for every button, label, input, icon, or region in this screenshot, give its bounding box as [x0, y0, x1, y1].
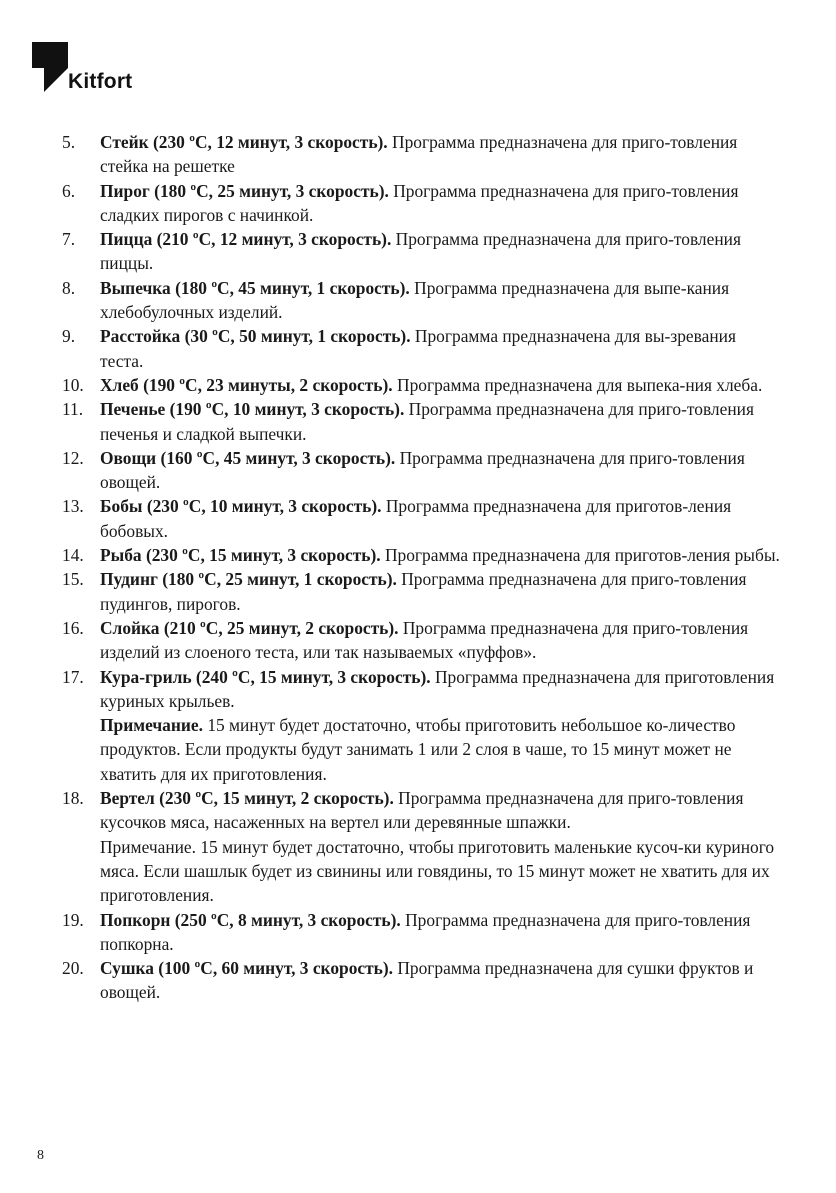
program-title: Вертел (230 ºC, 15 минут, 2 скорость).: [100, 788, 394, 809]
program-title: Печенье (190 ºC, 10 минут, 3 скорость).: [100, 399, 405, 420]
program-item: [62, 227, 782, 276]
program-list: [62, 130, 782, 1005]
program-item: [62, 324, 782, 373]
program-title: Стейк (230 ºC, 12 минут, 3 скорость).: [100, 132, 388, 152]
program-title: Попкорн (250 ºC, 8 минут, 3 скорость).: [100, 909, 401, 930]
program-note: [100, 713, 782, 786]
program-description: Программа предназначена для приго-товления пиццы.: [100, 229, 741, 274]
item-number: 19.: [62, 909, 84, 930]
program-note: [100, 835, 782, 908]
program-title: Выпечка (180 ºC, 45 минут, 1 скорость).: [100, 277, 410, 298]
program-description: Программа предназначена для приготов-ления рыбы.: [380, 545, 780, 566]
note-text: Примечание. 15 минут будет достаточно, чтобы приготовить маленькие кусоч-ки куриного мяса. Если шашлык будет из свинины или говядины, то 15 минут может не хватить для их приготовления.: [100, 836, 775, 906]
item-number: 13.: [62, 496, 84, 517]
note-text: 15 минут будет достаточно, чтобы приготовить небольшое ко-личество продуктов. Если продукты будут занимать 1 или 2 слоя в чаше, то 15 минут может не хватить для их приготовления.: [100, 715, 736, 784]
item-number: 10.: [62, 374, 84, 395]
program-description: Программа предназначена для приго-товления изделий из слоеного теста, или так называемых «пуффов».: [100, 617, 749, 663]
program-title: Пицца (210 ºC, 12 минут, 3 скорость).: [100, 229, 392, 250]
item-number: 8.: [62, 277, 76, 298]
program-item: [62, 567, 782, 616]
program-description: Программа предназначена для приго-товления печенья и сладкой выпечки.: [100, 399, 754, 444]
program-item: [62, 130, 782, 179]
note-label: Примечание.: [100, 715, 203, 736]
program-description: Программа предназначена для приго-товления кусочков мяса, насаженных на вертел или деревянные шпажки.: [100, 788, 744, 833]
item-number: 9.: [62, 326, 76, 347]
item-number: 17.: [62, 666, 84, 687]
item-number: 18.: [62, 788, 84, 809]
program-description: Программа предназначена для вы-зревания теста.: [100, 326, 736, 371]
program-description: Программа предназначена для приготов-ления бобовых.: [100, 496, 732, 541]
item-number: 11.: [62, 399, 84, 420]
program-item: [62, 397, 782, 446]
program-title: Пирог (180 ºC, 25 минут, 3 скорость).: [100, 180, 389, 201]
program-item: [62, 543, 782, 567]
program-description: Программа предназначена для приго-товления сладких пирогов с начинкой.: [100, 180, 739, 225]
item-number: 6.: [62, 180, 76, 201]
program-title: Расстойка (30 ºC, 50 минут, 1 скорость).: [100, 326, 411, 347]
item-number: 5.: [62, 132, 76, 152]
program-title: Кура-гриль (240 ºC, 15 минут, 3 скорость).: [100, 666, 431, 687]
program-title: Рыба (230 ºC, 15 минут, 3 скорость).: [100, 545, 381, 566]
program-item: [62, 616, 782, 665]
item-number: 7.: [62, 229, 76, 250]
item-number: 20.: [62, 958, 84, 979]
program-description: Программа предназначена для выпе-кания хлебобулочных изделий.: [100, 277, 730, 323]
program-description: Программа предназначена для приготовления куриных крыльев.: [100, 666, 775, 711]
brand-logo: [32, 42, 172, 102]
item-number: 12.: [62, 447, 84, 468]
program-description: Программа предназначена для приго-товления стейка на решетке: [100, 132, 738, 177]
program-title: Хлеб (190 ºC, 23 минуты, 2 скорость).: [100, 374, 393, 395]
program-item: [62, 179, 782, 228]
brand-name: Kitfort: [68, 70, 133, 93]
program-title: Овощи (160 ºC, 45 минут, 3 скорость).: [100, 447, 396, 468]
program-description: Программа предназначена для приго-товления пудингов, пирогов.: [100, 569, 747, 614]
program-title: Сушка (100 ºC, 60 минут, 3 скорость).: [100, 958, 393, 979]
program-description: Программа предназначена для выпека-ния хлеба.: [392, 374, 763, 395]
program-description: Программа предназначена для сушки фруктов и овощей.: [100, 958, 754, 1003]
program-item: [62, 956, 782, 1005]
program-description: Программа предназначена для приго-товления попкорна.: [100, 909, 751, 954]
item-number: 15.: [62, 569, 84, 590]
program-item: [62, 276, 782, 325]
item-number: 14.: [62, 545, 84, 566]
program-title: Бобы (230 ºC, 10 минут, 3 скорость).: [100, 496, 382, 517]
program-title: Слойка (210 ºC, 25 минут, 2 скорость).: [100, 617, 399, 638]
program-item: [62, 665, 782, 786]
program-item: [62, 373, 782, 397]
program-item: [62, 446, 782, 495]
item-number: 16.: [62, 617, 84, 638]
program-item: [62, 786, 782, 907]
program-item: [62, 908, 782, 957]
page-number: 8: [37, 1148, 44, 1163]
program-description: Программа предназначена для приго-товления овощей.: [100, 447, 745, 493]
program-item: [62, 494, 782, 543]
kitfort-logo-icon: [32, 42, 68, 94]
program-title: Пудинг (180 ºC, 25 минут, 1 скорость).: [100, 569, 397, 590]
